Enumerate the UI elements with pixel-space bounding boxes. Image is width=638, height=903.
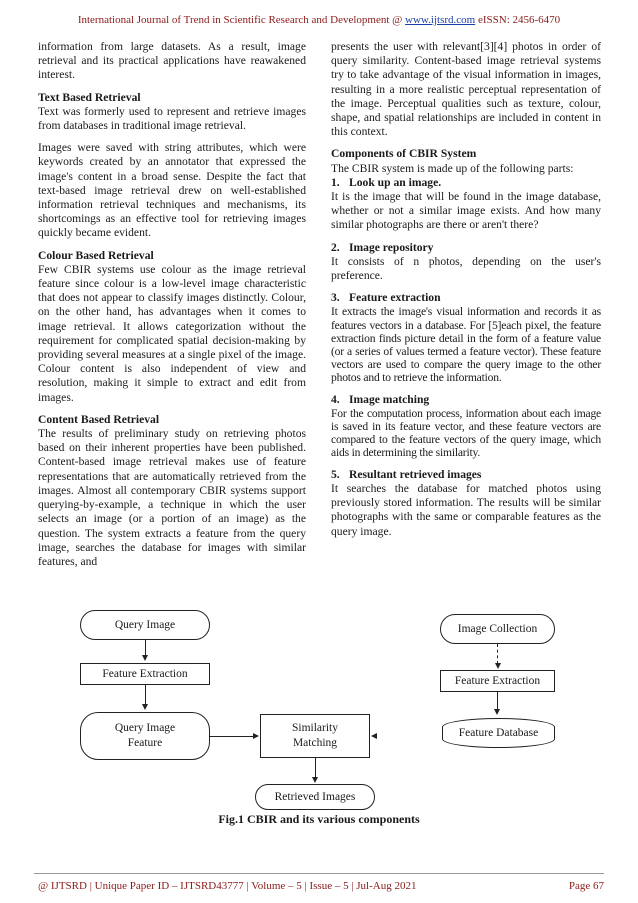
intro-paragraph: information from large datasets. As a result, image retrieval and its practical applications have reawakened interest. xyxy=(38,40,306,82)
header-issn: eISSN: 2456-6470 xyxy=(477,14,561,26)
colour-based-paragraph: Few CBIR systems use colour as the image retrieval feature since colour is a low-level image characteristic that does not appear to classify images distinctly. Colour, on the other hand, has advantages when it comes to image retrieval. It allows categorization without the requirement for complicated spatial decision-making by providing several measures at a single pixel of the image. Colour content is also independent of view and resolution, making it simple to extract and edit from images. xyxy=(38,262,306,404)
components-heading: Components of CBIR System xyxy=(331,147,477,161)
component-2-body: It consists of n photos, depending on the user's preference. xyxy=(331,254,601,283)
content-based-heading: Content Based Retrieval xyxy=(38,412,160,426)
component-1-body: It is the image that will be found in the image database, whether or not a similar image exists. And how many similar photographs are there or aren't there? xyxy=(331,190,601,232)
text-based-heading: Text Based Retrieval xyxy=(38,90,141,104)
components-intro: The CBIR system is made up of the following parts: xyxy=(331,161,574,175)
journal-url-link[interactable]: www.ijtsrd.com xyxy=(405,14,476,26)
arrow-extraction-to-feature xyxy=(145,685,146,705)
feature-extraction-left-node: Feature Extraction xyxy=(80,663,210,685)
arrow-collection-to-extraction xyxy=(497,644,498,664)
query-image-node: Query Image xyxy=(80,610,210,640)
colour-based-heading: Colour Based Retrieval xyxy=(38,248,154,262)
component-3-title: 3. Feature extraction xyxy=(331,291,441,305)
page-number: Page 67 xyxy=(568,880,604,892)
query-image-feature-node: Query Image Feature xyxy=(80,712,210,760)
cbir-diagram xyxy=(0,600,638,830)
left-column xyxy=(38,40,306,577)
arrow-similarity-to-retrieved xyxy=(315,758,316,778)
header-title: International Journal of Trend in Scientific Research and Development @ xyxy=(77,14,403,26)
component-1-title: 1. Look up an image. xyxy=(331,175,442,189)
component-2-title: 2. Image repository xyxy=(331,240,434,254)
component-4-title: 4. Image matching xyxy=(331,392,430,406)
footer-citation: @ IJTSRD | Unique Paper ID – IJTSRD43777 | Volume – 5 | Issue – 5 | Jul-Aug 2021 xyxy=(38,880,417,892)
text-based-paragraph-2: Images were saved with string attributes, which were keywords created by an annotator that expressed the image's content in a broad sense. Despite the fact that text-based image retrieval drew on well-established information retrieval techniques and mechanisms, its shortcomings as an effective tool for retrieving images quickly became evident. xyxy=(38,141,306,240)
feature-database-node: Feature Database xyxy=(442,718,555,748)
arrow-extraction-to-database xyxy=(497,692,498,710)
image-collection-node: Image Collection xyxy=(440,614,555,644)
continued-paragraph: presents the user with relevant[3][4] photos in order of query similarity. Content-based image retrieval systems try to take advantage of the visual information in images, resulting in a more realistic perceptual representation of the image. Perceptual qualities such as texture, colour, shape, and spatial relationships are included in content in this context. xyxy=(331,40,601,139)
retrieved-images-node: Retrieved Images xyxy=(255,784,375,810)
component-4-body: For the computation process, information about each image is saved in its feature vector, and these feature vectors are compared to the feature vectors of the query image, which aids in determining the similarity. xyxy=(331,406,601,460)
component-5-body: It searches the database for matched photos using previously stored information. The results will be similar photographs with the same or comparable features as the query image. xyxy=(331,481,601,538)
figure-caption: Fig.1 CBIR and its various components xyxy=(218,812,420,826)
arrow-feature-to-similarity xyxy=(210,736,254,737)
footer-divider xyxy=(34,873,604,874)
feature-extraction-right-node: Feature Extraction xyxy=(440,670,555,692)
component-5-title: 5. Resultant retrieved images xyxy=(331,467,482,481)
component-3-body: It extracts the image's visual information and records it as features vectors in a database. For [5]each pixel, the feature extraction finds picture detail in the form of a feature value (or a series of values termed a feature vector). These feature vectors are used to compare the query image to the other photos and to retrieve the information. xyxy=(331,305,601,385)
similarity-matching-node: Similarity Matching xyxy=(260,714,370,758)
journal-header xyxy=(0,14,638,26)
right-column xyxy=(331,40,601,547)
arrow-query-to-extraction xyxy=(145,640,146,656)
text-based-paragraph-1: Text was formerly used to represent and retrieve images from databases in traditional image retrieval. xyxy=(38,104,306,133)
content-based-paragraph: The results of preliminary study on retrieving photos based on their inherent properties have been published. Content-based image retrieval makes use of feature representations that are automatically retrieved from the images. Almost all contemporary CBIR systems support querying-by-example, a technique in which the user selects an image (or a portion of an image) as the question. The system extracts a feature from the query image, searches the database for images with similar features, and xyxy=(38,427,306,568)
